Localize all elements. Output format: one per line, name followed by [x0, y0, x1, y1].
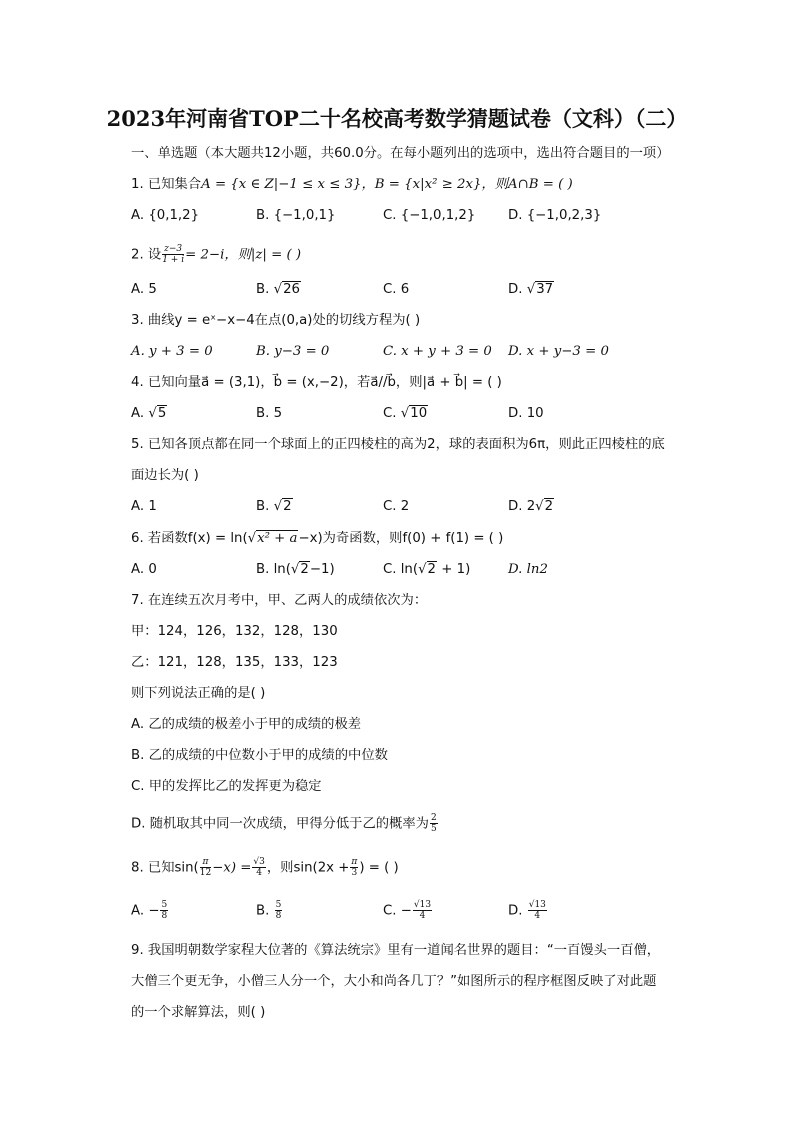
q6-c-prefix: C. ln(	[383, 562, 419, 577]
q3-option-a: A. y + 3 = 0	[131, 344, 213, 359]
q6-b-suffix: −1)	[309, 562, 335, 577]
q2-option-c: C. 6	[383, 282, 410, 297]
q7-option-d	[131, 813, 439, 834]
q8-b-label: B.	[256, 903, 274, 919]
q6-option-d: D. ln2	[508, 562, 548, 577]
q4-option-c	[383, 405, 428, 423]
q8-b-num: 5	[275, 900, 282, 910]
q7-ask: 则下列说法正确的是( )	[131, 686, 266, 701]
q7-yi-scores: 乙：121，128，135，133，123	[131, 655, 338, 670]
q4-a-radicand: 5	[157, 406, 167, 421]
q2-option-d	[508, 281, 554, 299]
question-5-stem-line2: 面边长为( )	[131, 468, 199, 483]
q1-option-d: D. {−1,0,2,3}	[508, 208, 602, 223]
question-4-stem: 4. 已知向量a⃗ = (3,1)，b⃗ = (x,−2)，若a⃗//b⃗，则|a⃗ + b⃗| = ( )	[131, 375, 502, 390]
q8-c-label: C. −	[383, 903, 412, 919]
q8-d-label: D.	[508, 903, 527, 919]
sqrt-icon: √	[418, 562, 427, 577]
q6-c-radicand: 2	[427, 562, 437, 577]
q8-d-fraction	[528, 900, 547, 921]
q2-b-label: B.	[256, 282, 274, 297]
q7-option-c: C. 甲的发挥比乙的发挥更为稳定	[131, 779, 322, 794]
q7-d-num: 2	[430, 813, 437, 823]
q7-d-fraction	[430, 813, 438, 834]
q5-d-label: D. 2	[508, 499, 536, 514]
q2-d-label: D.	[508, 282, 527, 297]
q6-option-c	[383, 561, 470, 579]
question-6-stem	[131, 530, 503, 548]
question-5-stem-line1: 5. 已知各顶点都在同一个球面上的正四棱柱的高为2，球的表面积为6π，则此正四棱柱的底	[131, 437, 665, 452]
q7-d-text: D. 随机取其中同一次成绩，甲得分低于乙的概率为	[131, 816, 429, 832]
q5-option-d	[508, 498, 554, 516]
page-title: 2023年河南省TOP二十名校高考数学猜题试卷（文科）（二）	[106, 106, 688, 131]
q8-b-den: 8	[275, 911, 282, 921]
q8-part-b: −x) =	[212, 860, 252, 876]
q6-c-suffix: + 1)	[437, 562, 471, 577]
q4-option-b: B. 5	[256, 406, 283, 421]
q2-frac-den: 1 + i	[162, 255, 185, 265]
q2-d-radicand: 37	[536, 282, 554, 297]
q8-b-fraction	[275, 900, 283, 921]
q2-suffix: = 2−i，则|z| = ( )	[185, 247, 302, 263]
q1-option-c: C. {−1,0,1,2}	[383, 208, 476, 223]
q8-c-fraction	[413, 900, 432, 921]
q8-frac-1	[200, 857, 211, 878]
question-8-stem	[131, 857, 399, 878]
q1-set-expr: A = {x ∈ Z|−1 ≤ x ≤ 3}，B = {x|x² ≥ 2x}，则A∩B = ( )	[201, 177, 573, 192]
q2-frac-num: z−3	[164, 244, 183, 254]
q8-a-den: 8	[161, 911, 168, 921]
sqrt-icon: √	[535, 499, 544, 514]
sqrt-icon: √	[400, 406, 410, 421]
q5-option-b	[256, 498, 293, 516]
q6-option-b	[256, 561, 335, 579]
q8-f3-num: π	[351, 857, 358, 867]
q8-frac-2	[252, 857, 265, 878]
q6-b-prefix: B. ln(	[256, 562, 291, 577]
q4-a-label: A.	[131, 406, 149, 421]
sqrt-icon: √	[273, 499, 283, 514]
q7-jia-scores: 甲：124，126，132，128，130	[131, 624, 338, 639]
q7-d-den: 5	[430, 824, 437, 834]
q8-a-label: A. −	[131, 903, 160, 919]
q5-b-radicand: 2	[283, 499, 292, 514]
q8-d-num: √13	[528, 900, 546, 910]
q5-option-a: A. 1	[131, 499, 157, 514]
q8-c-num: √13	[413, 900, 432, 910]
q2-fraction	[162, 244, 184, 265]
question-9-line2: 大僧三个更无争，小僧三人分一个，大小和尚各几丁？”如图所示的程序框图反映了对此题	[131, 974, 657, 989]
question-2-stem	[131, 244, 301, 265]
q8-d-den: 4	[534, 911, 541, 921]
q4-option-d: D. 10	[508, 406, 544, 421]
sqrt-icon: √	[148, 406, 157, 421]
q2-prefix: 2. 设	[131, 247, 162, 263]
q8-c-den: 4	[419, 911, 426, 921]
q6-radicand: x² + a	[257, 531, 298, 546]
q8-f1-den: 12	[199, 868, 212, 878]
q8-f2-num: √3	[253, 857, 265, 867]
q8-f1-num: π	[200, 857, 211, 868]
question-1-stem	[131, 176, 573, 194]
q6-suffix: −x)为奇函数，则f(0) + f(1) = ( )	[298, 531, 504, 546]
q8-option-c	[383, 900, 433, 921]
q7-option-a: A. 乙的成绩的极差小于甲的成绩的极差	[131, 717, 362, 732]
q5-option-c: C. 2	[383, 499, 410, 514]
q6-option-a: A. 0	[131, 562, 157, 577]
q8-part-d: ) = ( )	[359, 860, 399, 876]
q8-option-a	[131, 900, 169, 921]
q3-option-b: B. y−3 = 0	[256, 344, 330, 359]
q1-option-a: A. {0,1,2}	[131, 208, 200, 223]
q4-c-radicand: 10	[410, 406, 428, 421]
q2-option-b	[256, 281, 301, 299]
q8-option-d	[508, 900, 548, 921]
q8-a-num: 5	[161, 900, 168, 910]
question-9-line3: 的一个求解算法，则( )	[131, 1005, 266, 1020]
q1-prefix: 1. 已知集合	[131, 177, 202, 192]
q3-option-d: D. x + y−3 = 0	[508, 344, 609, 359]
q8-part-a: 8. 已知sin(	[131, 860, 199, 876]
q5-b-label: B.	[256, 499, 274, 514]
sqrt-icon: √	[273, 282, 283, 297]
q2-b-radicand: 26	[283, 282, 300, 297]
q8-part-c: ，则sin(2x +	[266, 860, 350, 876]
question-9-line1: 9. 我国明朝数学家程大位著的《算法统宗》里有一道闻名世界的题目：“一百馒头一百僧，	[131, 943, 661, 958]
q2-option-a: A. 5	[131, 282, 157, 297]
sqrt-icon: √	[290, 562, 300, 577]
q1-option-b: B. {−1,0,1}	[256, 208, 336, 223]
q8-f2-den: 4	[256, 868, 262, 878]
q6-prefix: 6. 若函数f(x) = ln(	[131, 531, 248, 546]
q8-option-b	[256, 900, 283, 921]
q8-a-fraction	[160, 900, 168, 921]
sqrt-icon: √	[526, 282, 536, 297]
question-3-stem: 3. 曲线y = eˣ−x−4在点(0,a)处的切线方程为( )	[131, 313, 421, 328]
q4-option-a	[131, 405, 167, 423]
sqrt-icon: √	[247, 531, 257, 546]
section-heading: 一、单选题（本大题共12小题，共60.0分。在每小题列出的选项中，选出符合题目的一项）	[131, 146, 670, 161]
q3-option-c: C. x + y + 3 = 0	[383, 344, 492, 359]
q8-frac-3	[350, 857, 358, 878]
q6-b-radicand: 2	[300, 562, 309, 577]
q8-f3-den: 3	[351, 868, 358, 878]
q5-d-radicand: 2	[544, 499, 554, 514]
q7-option-b: B. 乙的成绩的中位数小于甲的成绩的中位数	[131, 748, 388, 763]
q4-c-label: C.	[383, 406, 401, 421]
question-7-stem: 7. 在连续五次月考中，甲、乙两人的成绩依次为：	[131, 593, 428, 608]
